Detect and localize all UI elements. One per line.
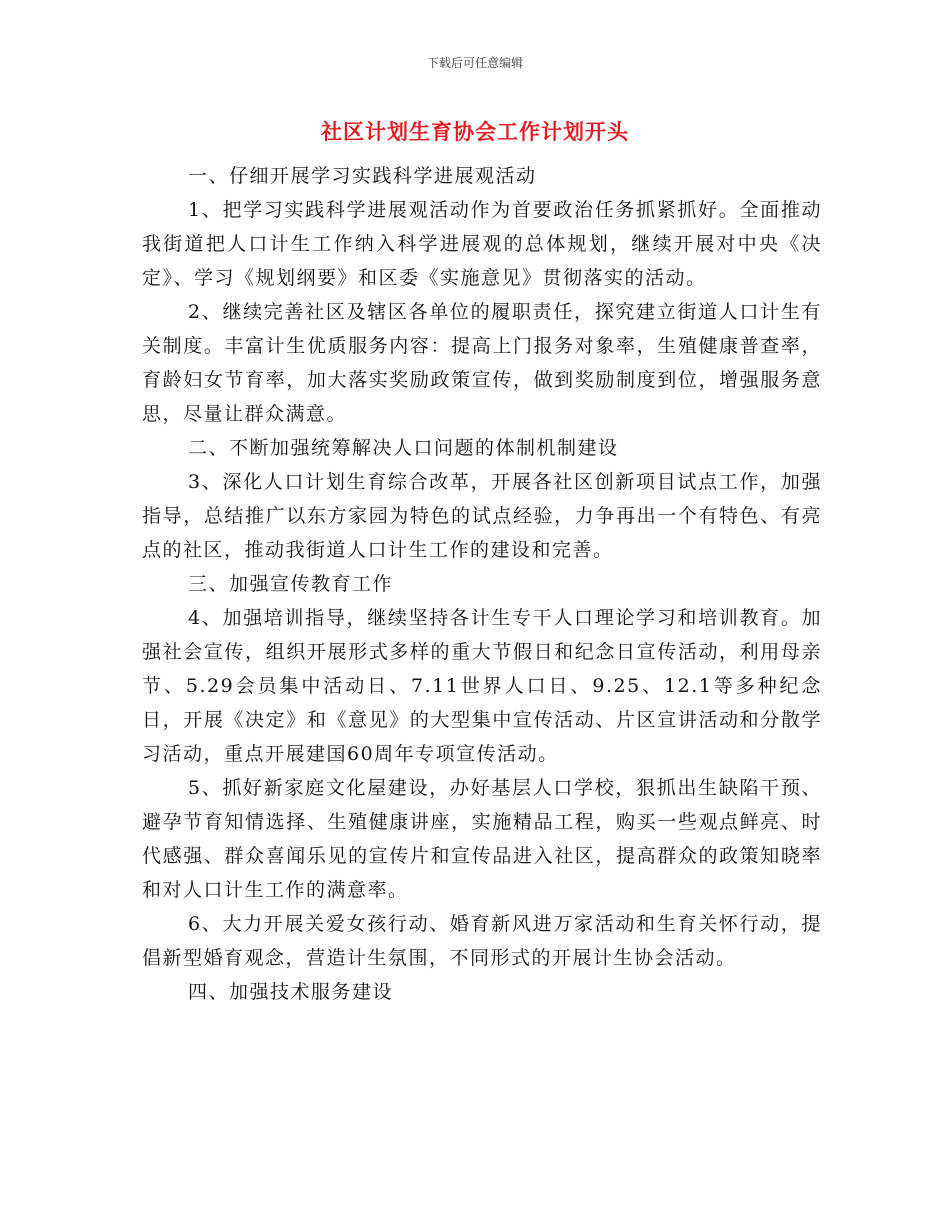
section-heading-3: 三、加强宣传教育工作 bbox=[188, 573, 394, 595]
paragraph-4: 4、加强培训指导，继续坚持各计生专干人口理论学习和培训教育。加强社会宣传，组织开展形式多样的重大节假日和纪念日宣传活动，利用母亲节、5.29会员集中活动日、7.11世界人口日、9.25、12.1等多种纪念日，开展《决定》和《意见》的大型集中宣传活动、片区宣讲活动和分散学习活动，重点开展建国60周年专项宣传活动。 bbox=[142, 607, 822, 765]
paragraph-6: 6、大力开展关爱女孩行动、婚育新风进万家活动和生育关怀行动，提倡新型婚育观念，营造计生氛围，不同形式的开展计生协会活动。 bbox=[142, 913, 822, 969]
paragraph-1: 1、把学习实践科学进展观活动作为首要政治任务抓紧抓好。全面推动我街道把人口计生工作纳入科学进展观的总体规划，继续开展对中央《决定》、学习《规划纲要》和区委《实施意见》贯彻落实的活动。 bbox=[142, 199, 822, 289]
paragraph-5: 5、抓好新家庭文化屋建设，办好基层人口学校，狠抓出生缺陷干预、避孕节育知情选择、生殖健康讲座，实施精品工程，购买一些观点鲜亮、时代感强、群众喜闻乐见的宣传片和宣传品进入社区，提高群众的政策知晓率和对人口计生工作的满意率。 bbox=[142, 777, 822, 901]
section-heading-2: 二、不断加强统筹解决人口问题的体制机制建设 bbox=[188, 437, 619, 459]
document-body bbox=[142, 159, 822, 1009]
paragraph-3: 3、深化人口计划生育综合改革，开展各社区创新项目试点工作，加强指导，总结推广以东方家园为特色的试点经验，力争再出一个有特色、有亮点的社区，推动我街道人口计生工作的建设和完善。 bbox=[142, 471, 822, 561]
document-title: 社区计划生育协会工作计划开头 bbox=[321, 120, 629, 144]
section-heading-4: 四、加强技术服务建设 bbox=[188, 981, 394, 1003]
paragraph-2: 2、继续完善社区及辖区各单位的履职责任，探究建立街道人口计生有关制度。丰富计生优质服务内容：提高上门报务对象率，生殖健康普查率，育龄妇女节育率，加大落实奖励政策宣传，做到奖励制度到位，增强服务意思，尽量让群众满意。 bbox=[142, 301, 822, 425]
section-heading-1: 一、仔细开展学习实践科学进展观活动 bbox=[188, 165, 537, 187]
header-note: 下载后可任意编辑 bbox=[426, 56, 523, 70]
